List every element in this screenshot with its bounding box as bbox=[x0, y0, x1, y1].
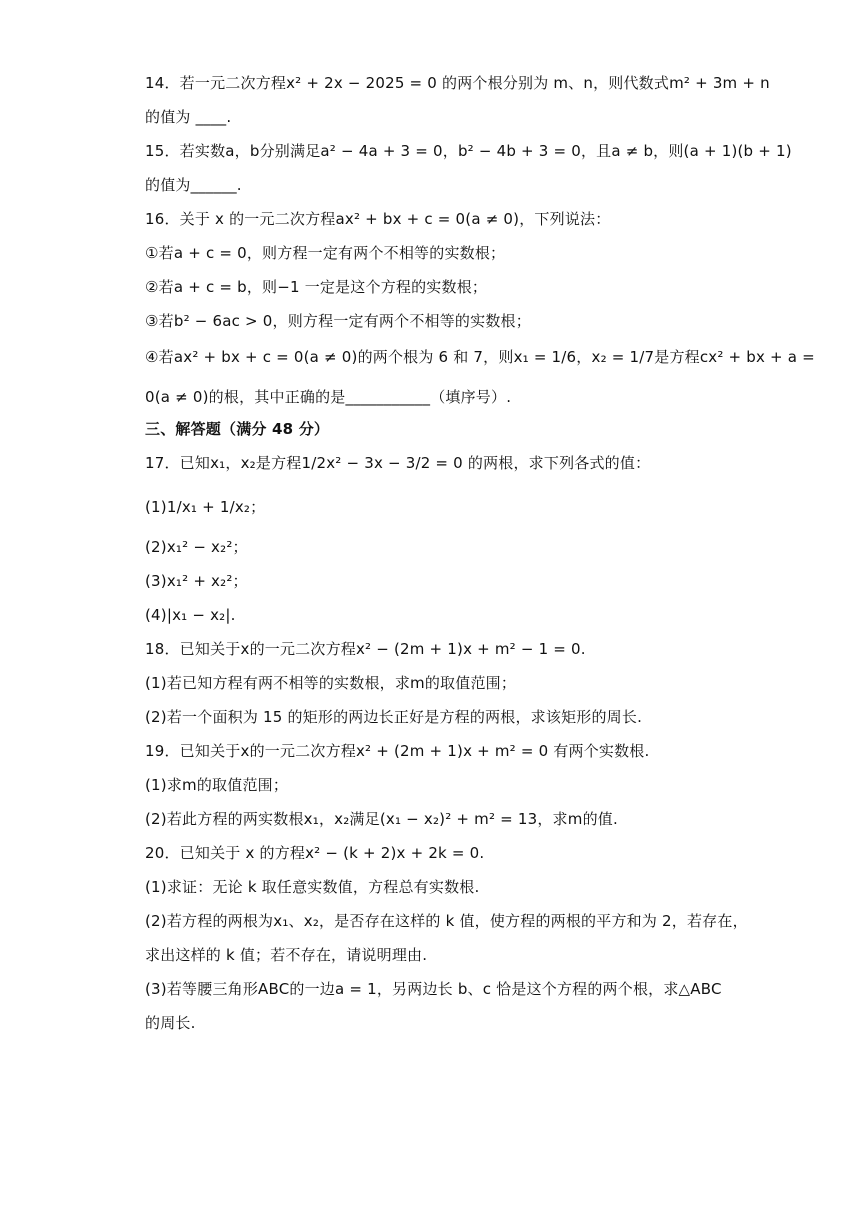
q20-part-3: (3)若等腰三角形ABC的一边a = 1，另两边长 b、c 恰是这个方程的两个根，求△ABC bbox=[145, 980, 722, 998]
q20-stem: 20．已知关于 x 的方程x² − (k + 2)x + 2k = 0. bbox=[145, 844, 485, 862]
q20-part-2-cont: 求出这样的 k 值；若不存在，请说明理由. bbox=[145, 946, 428, 964]
q17-part-4: (4)|x₁ − x₂|. bbox=[145, 606, 236, 624]
q14-line-1: 14．若一元二次方程x² + 2x − 2025 = 0 的两个根分别为 m、n，则代数式m² + 3m + n bbox=[145, 74, 770, 92]
q19-part-2: (2)若此方程的两实数根x₁，x₂满足(x₁ − x₂)² + m² = 13，求m的值. bbox=[145, 810, 618, 828]
q20-part-1: (1)求证：无论 k 取任意实数值，方程总有实数根. bbox=[145, 878, 480, 896]
q15-line-2: 的值为______. bbox=[145, 176, 242, 194]
q17-part-2: (2)x₁² − x₂²； bbox=[145, 538, 248, 556]
q19-part-1: (1)求m的取值范围； bbox=[145, 776, 289, 794]
q20-part-2: (2)若方程的两根为x₁、x₂，是否存在这样的 k 值，使方程的两根的平方和为 2，若存在， bbox=[145, 912, 748, 930]
q16-option-4: ④若ax² + bx + c = 0(a ≠ 0)的两个根为 6 和 7，则x₁ = 1/6，x₂ = 1/7是方程cx² + bx + a = bbox=[145, 348, 815, 366]
q15-line-1: 15．若实数a，b分别满足a² − 4a + 3 = 0，b² − 4b + 3 = 0，且a ≠ b，则(a + 1)(b + 1) bbox=[145, 142, 792, 160]
q16-option-1: ①若a + c = 0，则方程一定有两个不相等的实数根； bbox=[145, 244, 506, 262]
section-heading: 三、解答题（满分 48 分） bbox=[145, 420, 330, 438]
q16-stem: 16．关于 x 的一元二次方程ax² + bx + c = 0(a ≠ 0)，下列说法： bbox=[145, 210, 611, 228]
q17-part-3: (3)x₁² + x₂²； bbox=[145, 572, 248, 590]
q17-part-1: (1)1/x₁ + 1/x₂； bbox=[145, 498, 266, 516]
q14-line-2: 的值为 ____. bbox=[145, 108, 232, 126]
q18-part-2: (2)若一个面积为 15 的矩形的两边长正好是方程的两根，求该矩形的周长. bbox=[145, 708, 643, 726]
q19-stem: 19．已知关于x的一元二次方程x² + (2m + 1)x + m² = 0 有两个实数根. bbox=[145, 742, 650, 760]
q17-stem: 17．已知x₁，x₂是方程1/2x² − 3x − 3/2 = 0 的两根，求下列各式的值： bbox=[145, 454, 651, 472]
q20-part-3-cont: 的周长. bbox=[145, 1014, 196, 1032]
q16-option-4-cont: 0(a ≠ 0)的根，其中正确的是___________（填序号）. bbox=[145, 388, 512, 406]
q18-stem: 18．已知关于x的一元二次方程x² − (2m + 1)x + m² − 1 = 0. bbox=[145, 640, 586, 658]
q18-part-1: (1)若已知方程有两不相等的实数根，求m的取值范围； bbox=[145, 674, 517, 692]
q16-option-2: ②若a + c = b，则−1 一定是这个方程的实数根； bbox=[145, 278, 488, 296]
q16-option-3: ③若b² − 6ac > 0，则方程一定有两个不相等的实数根； bbox=[145, 312, 531, 330]
